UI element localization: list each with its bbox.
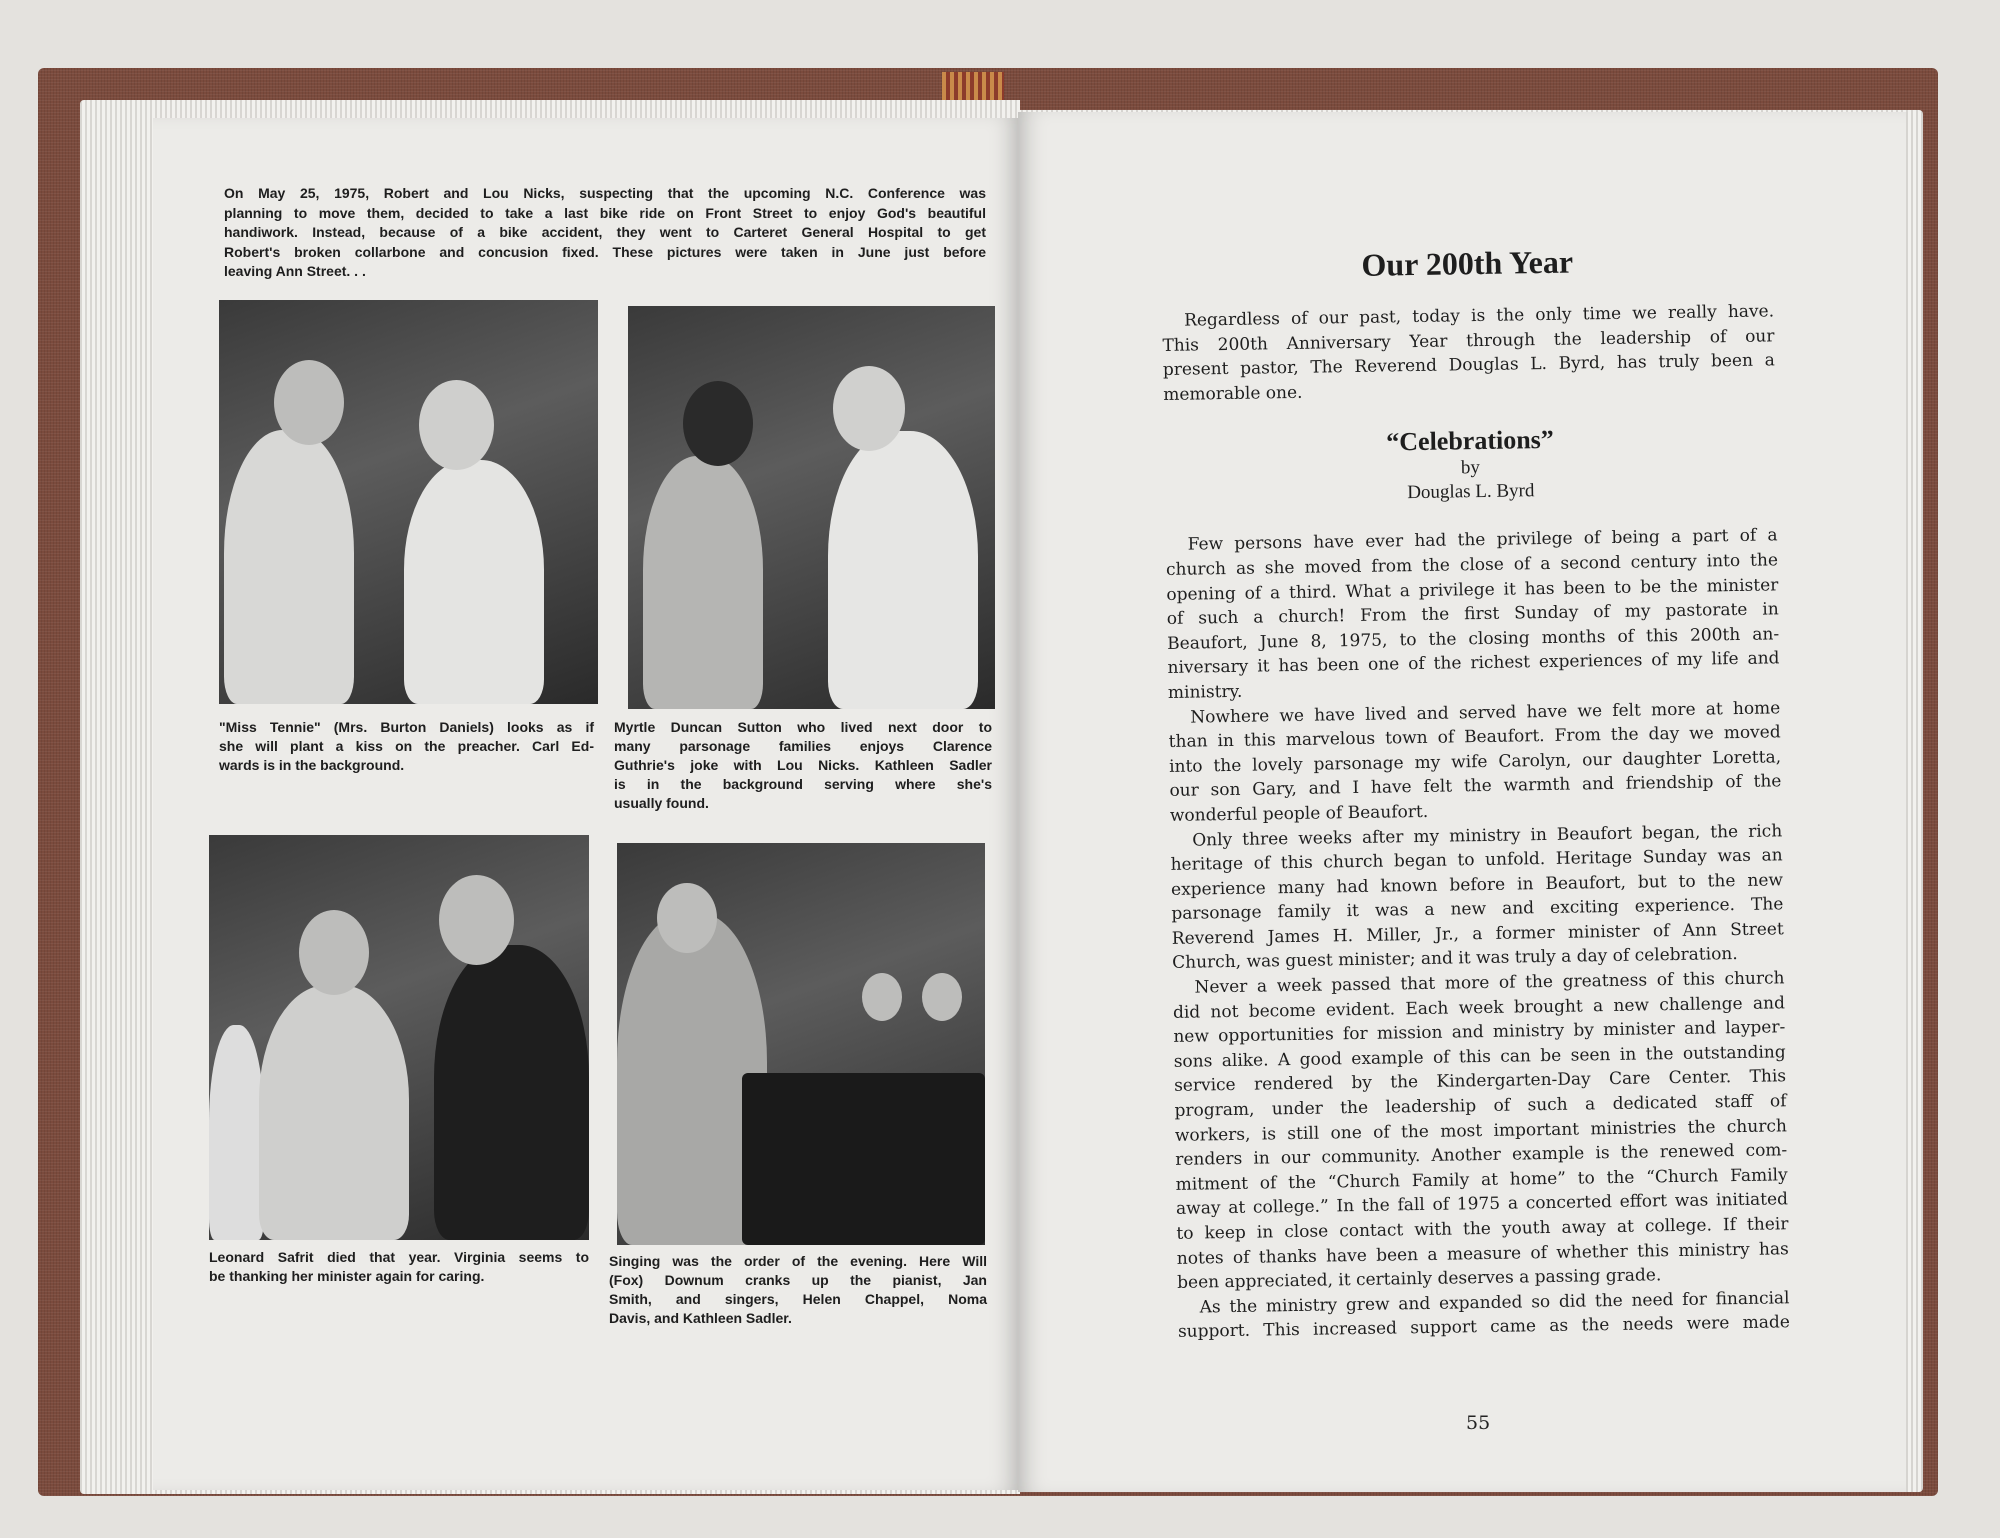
article-paragraph: [1170, 819, 1784, 976]
caption-line: "Miss Tennie" (Mrs. Burton Daniels) looks as if: [219, 719, 594, 735]
caption-line: she will plant a kiss on the preacher. Carl Ed-: [219, 738, 594, 754]
article-line: niversary it has been one of the richest experiences of my life and: [1167, 648, 1780, 679]
article-intro: [1162, 299, 1775, 407]
article-paragraph: [1177, 1286, 1790, 1345]
article-line: away at college.” In the fall of 1975 a concerted effort was initiated: [1175, 1189, 1789, 1220]
photo-intro-text: [224, 184, 986, 282]
article-body: [1165, 524, 1790, 1345]
article-line: parsonage family it was a new and exciting experience. The: [1171, 894, 1784, 925]
article-line: been appreciated, it certainly deserves a passing grade.: [1177, 1265, 1662, 1294]
caption-line: be thanking her minister again for caring.: [209, 1268, 485, 1284]
article-title: Our 200th Year: [1361, 243, 1574, 283]
intro-line: leaving Ann Street. . .: [224, 263, 366, 279]
intro-line: planning to move them, decided to take a last bike ride on Front Street to enjoy God's beautiful: [224, 204, 986, 221]
article-line: workers, is still one of the most important ministries the church: [1174, 1115, 1787, 1146]
caption-line: Guthrie's joke with Lou Nicks. Kathleen Sadler: [614, 757, 992, 773]
photo-leonard-safrit: [209, 835, 589, 1240]
caption-leonard-safrit: [209, 1248, 589, 1286]
byline-by: by: [1460, 457, 1481, 479]
article-line: wonderful people of Beaufort.: [1169, 801, 1429, 826]
article-line: notes of thanks have been a measure of whether this ministry has: [1176, 1238, 1789, 1269]
article-line: did not become evident. Each week brought a new challenge and: [1172, 992, 1786, 1023]
caption-line: many parsonage families enjoys Clarence: [614, 738, 992, 754]
article-line: This 200th Anniversary Year through the leadership of our: [1162, 325, 1775, 356]
intro-line: handiwork. Instead, because of a bike accident, they went to Carteret General Hospital to get: [224, 224, 986, 240]
article-line: church as she moved from the close of a second century into the: [1165, 550, 1779, 580]
article-subtitle: “Celebrations”: [1386, 425, 1555, 457]
article-paragraph: [1172, 966, 1789, 1295]
intro-line: On May 25, 1975, Robert and Lou Nicks, suspecting that the upcoming N.C. Conference was: [224, 185, 986, 201]
article-line: memorable one.: [1163, 382, 1303, 405]
article-paragraph: [1168, 696, 1782, 829]
article-line: program, under the leadership of such a dedicated staff of: [1174, 1091, 1787, 1121]
article-line: mitment of the “Church Family at home” to the “Church Family: [1175, 1165, 1788, 1195]
article-line: experience many had known before in Beaufort, but to the new: [1170, 869, 1784, 900]
caption-line: wards is in the background.: [219, 757, 405, 773]
page-number: 55: [1466, 1412, 1491, 1434]
photo-singing: [617, 843, 985, 1245]
caption-line: Myrtle Duncan Sutton who lived next door to: [614, 719, 992, 735]
caption-line: (Fox) Downum cranks up the pianist, Jan: [609, 1272, 987, 1288]
intro-line: Robert's broken collarbone and concusion fixed. These pictures were taken in June just before: [224, 243, 986, 260]
photo-myrtle-sutton: [628, 306, 995, 709]
byline-author: Douglas L. Byrd: [1407, 480, 1535, 504]
caption-line: Singing was the order of the evening. Here Will: [609, 1253, 987, 1269]
caption-line: Leonard Safrit died that year. Virginia seems to: [209, 1249, 589, 1265]
article-line: Only three weeks after my ministry in Beaufort began, the rich: [1192, 820, 1783, 851]
article-paragraph: [1165, 524, 1780, 706]
caption-singing: [609, 1252, 987, 1328]
article-line: our son Gary, and I have felt the warmth and friendship of the: [1169, 771, 1782, 802]
article-line: renders in our community. Another example is the renewed com-: [1175, 1140, 1788, 1171]
article-line: As the ministry grew and expanded so did the need for financial: [1199, 1288, 1790, 1318]
article-line: Never a week passed that more of the greatness of this church: [1194, 968, 1785, 998]
article-line: Nowhere we have lived and served have we felt more at home: [1190, 697, 1781, 728]
caption-miss-tennie: [219, 718, 594, 775]
article-line: Church, was guest minister; and it was truly a day of celebration.: [1172, 944, 1738, 974]
article-line: heritage of this church began to unfold. Heritage Sunday was an: [1170, 845, 1783, 876]
article-line: ministry.: [1167, 681, 1243, 703]
article-line: opening of a third. What a privilege it has been to be the minister: [1166, 574, 1779, 605]
caption-line: is in the background serving where she's: [614, 776, 992, 792]
caption-line: Davis, and Kathleen Sadler.: [609, 1310, 792, 1326]
article-line: service rendered by the Kindergarten-Day Care Center. This: [1173, 1066, 1787, 1097]
article-line: present pastor, The Reverend Douglas L. Byrd, has truly been a: [1162, 350, 1775, 381]
article-line: sons alike. A good example of this can be seen in the outstanding: [1173, 1042, 1786, 1072]
article-line: Few persons have ever had the privilege of being a part of a: [1187, 525, 1778, 555]
book-spine-headband: [942, 72, 1004, 102]
article-line: Regardless of our past, today is the only time we really have.: [1183, 301, 1775, 331]
photo-miss-tennie: [219, 300, 598, 704]
article-line: to keep in close contact with the youth away at college. If their: [1176, 1214, 1789, 1244]
caption-line: Smith, and singers, Helen Chappel, Noma: [609, 1291, 987, 1307]
article-line: support. This increased support came as the needs were made: [1177, 1312, 1791, 1343]
article-line: than in this marvelous town of Beaufort. From the day we moved: [1168, 722, 1781, 753]
article-line: of such a church! From the first Sunday of my pastorate in: [1166, 599, 1779, 630]
caption-myrtle-sutton: [614, 718, 992, 813]
article-line: into the lovely parsonage my wife Carolyn, our daughter Loretta,: [1168, 747, 1782, 777]
article: [1161, 240, 1790, 1344]
article-line: Reverend James H. Miller, Jr., a former minister of Ann Street: [1171, 919, 1784, 949]
article-line: Beaufort, June 8, 1975, to the closing months of this 200th an-: [1167, 624, 1780, 654]
caption-line: usually found.: [614, 795, 709, 811]
article-line: new opportunities for mission and ministry by minister and layper-: [1173, 1017, 1786, 1048]
